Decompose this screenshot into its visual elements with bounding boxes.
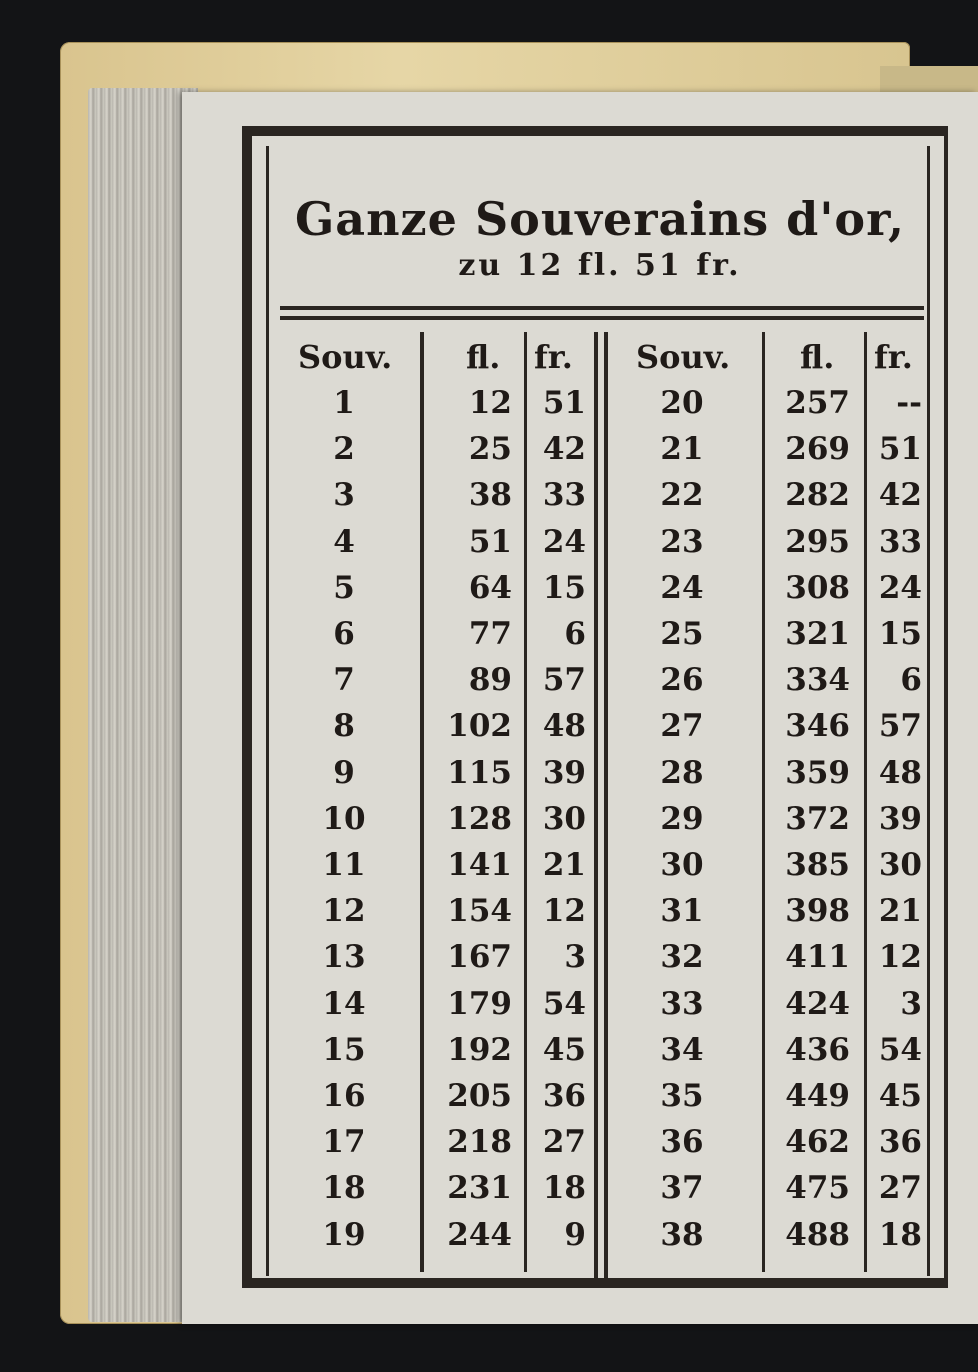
center-double-rule (594, 332, 598, 1282)
cell-fr: 24 (542, 523, 586, 560)
cell-fl: 115 (447, 754, 512, 791)
cell-souv: 17 (322, 1124, 366, 1161)
cell-fl: 231 (447, 1170, 512, 1207)
cell-fr: 39 (542, 754, 586, 791)
cell-fl-right: 436 (785, 1031, 850, 1068)
cell-souv-right: 20 (660, 385, 704, 421)
cell-fr: 54 (542, 985, 586, 1022)
cell-fl: 38 (468, 477, 512, 514)
cell-souv-right: 36 (660, 1124, 704, 1161)
cell-souv-right: 38 (660, 1216, 704, 1253)
cell-fl: 167 (447, 939, 512, 976)
conversion-table (280, 328, 924, 1278)
cell-fl-right: 346 (785, 708, 850, 745)
cell-fl: 77 (468, 616, 512, 652)
cell-fr-right: 36 (878, 1124, 922, 1161)
cell-fl-right: 462 (785, 1124, 850, 1161)
cell-souv: 7 (333, 662, 355, 699)
cell-souv-right: 27 (660, 708, 704, 745)
cell-fr-right: 51 (878, 431, 922, 468)
cell-fr-right: 15 (878, 616, 922, 652)
cell-fl-right: 372 (785, 800, 850, 837)
cell-souv-right: 30 (660, 847, 704, 883)
cell-souv: 14 (322, 985, 366, 1022)
cell-fr: 57 (542, 662, 586, 699)
cell-fr: 51 (542, 385, 586, 421)
cell-souv: 9 (333, 754, 355, 791)
cell-souv-right: 37 (660, 1170, 704, 1207)
cell-fr: 12 (542, 893, 586, 930)
cell-fr: 3 (564, 939, 586, 976)
header-fl-right: fl. (800, 338, 835, 376)
cell-souv-right: 29 (660, 800, 704, 837)
cell-fr: 33 (542, 477, 586, 514)
cell-fl: 51 (468, 523, 512, 560)
cell-souv: 19 (322, 1216, 366, 1253)
cell-fl-right: 334 (785, 662, 850, 699)
cell-souv: 16 (322, 1078, 366, 1114)
cell-souv: 11 (322, 847, 366, 883)
header-fr: fr. (534, 338, 573, 376)
header-souv: Souv. (298, 338, 393, 376)
cell-fl-right: 424 (785, 985, 850, 1022)
cell-fr-right: 21 (878, 893, 922, 930)
cell-fl: 205 (447, 1078, 512, 1114)
cell-fr-right: 57 (878, 708, 922, 745)
cell-fr: 21 (542, 847, 586, 883)
cell-fl: 141 (447, 847, 512, 883)
cell-souv-right: 33 (660, 985, 704, 1022)
center-double-rule (604, 332, 608, 1282)
cell-souv: 3 (333, 477, 355, 514)
cell-fl: 218 (447, 1124, 512, 1161)
cell-fr: 15 (542, 569, 586, 606)
cell-fr-right: 3 (900, 985, 922, 1022)
cell-fl: 179 (447, 985, 512, 1022)
header-fr-right: fr. (874, 338, 913, 376)
cell-fr-right: 45 (878, 1078, 922, 1114)
cell-fr-right: 27 (878, 1170, 922, 1207)
cell-souv: 4 (333, 523, 355, 560)
cell-fl-right: 269 (785, 431, 850, 468)
cell-fl: 244 (447, 1216, 512, 1253)
cell-souv: 8 (333, 708, 355, 745)
cell-fr: 9 (564, 1216, 586, 1253)
cell-fr-right: 12 (878, 939, 922, 976)
cell-fr-right: 30 (878, 847, 922, 883)
cell-fr: 30 (542, 800, 586, 837)
title-rule (280, 306, 924, 320)
cell-souv-right: 25 (660, 616, 704, 652)
cell-souv-right: 31 (660, 893, 704, 930)
cell-fl: 12 (468, 385, 512, 421)
cell-souv-right: 34 (660, 1031, 704, 1068)
cell-fr-right: 48 (878, 754, 922, 791)
cell-souv: 18 (322, 1170, 366, 1207)
cell-fl: 25 (468, 431, 512, 468)
cell-souv-right: 32 (660, 939, 704, 976)
cell-fr-right: 42 (878, 477, 922, 514)
cell-fl-right: 411 (785, 939, 850, 976)
header-souv-right: Souv. (636, 338, 731, 376)
cell-souv-right: 35 (660, 1078, 704, 1114)
cell-souv: 1 (333, 385, 355, 421)
cell-fl: 154 (447, 893, 512, 930)
cell-fl-right: 359 (785, 754, 850, 791)
cell-fl: 102 (447, 708, 512, 745)
cell-fl-right: 449 (785, 1078, 850, 1114)
cell-fl: 64 (468, 569, 512, 606)
cell-souv: 5 (333, 569, 355, 606)
page-title: Ganze Souverains d'or, (295, 192, 905, 246)
cell-souv-right: 22 (660, 477, 704, 514)
cell-fr-right: 6 (900, 662, 922, 699)
cell-fr: 45 (542, 1031, 586, 1068)
heading (280, 192, 920, 286)
cell-fr-right: 54 (878, 1031, 922, 1068)
header-fl: fl. (466, 338, 501, 376)
cell-fr-right: 18 (878, 1216, 922, 1253)
cell-fl-right: 398 (785, 893, 850, 930)
cell-fl-right: 321 (785, 616, 850, 652)
cell-fl-right: 385 (785, 847, 850, 883)
cell-fr: 18 (542, 1170, 586, 1207)
cell-fr: 6 (564, 616, 586, 652)
cell-souv-right: 26 (660, 662, 704, 699)
cell-souv-right: 24 (660, 569, 704, 606)
cell-souv: 10 (322, 800, 366, 837)
cell-fl-right: 257 (785, 385, 850, 421)
cell-fr: 27 (542, 1124, 586, 1161)
cell-fl-right: 308 (785, 569, 850, 606)
cell-fl-right: 475 (785, 1170, 850, 1207)
cell-fr-right: 39 (878, 800, 922, 837)
cell-fl: 192 (447, 1031, 512, 1068)
cell-fr: 42 (542, 431, 586, 468)
cell-fr: 48 (542, 708, 586, 745)
cell-fl: 128 (447, 800, 512, 837)
cell-fl-right: 282 (785, 477, 850, 514)
cell-souv-right: 28 (660, 754, 704, 791)
cell-souv-right: 23 (660, 523, 704, 560)
cell-souv: 2 (333, 431, 355, 468)
cell-fr-right: 33 (878, 523, 922, 560)
cell-fr-right: -- (896, 385, 922, 421)
cell-fl: 89 (468, 662, 512, 699)
page-subtitle: zu 12 fl. 51 fr. (458, 248, 742, 283)
cell-souv: 12 (322, 893, 366, 930)
cell-fl-right: 488 (785, 1216, 850, 1253)
cell-fr-right: 24 (878, 569, 922, 606)
cell-souv: 15 (322, 1031, 366, 1068)
cell-souv: 6 (333, 616, 355, 652)
cell-souv: 13 (322, 939, 366, 976)
cell-souv-right: 21 (660, 431, 704, 468)
cell-fl-right: 295 (785, 523, 850, 560)
cell-fr: 36 (542, 1078, 586, 1114)
